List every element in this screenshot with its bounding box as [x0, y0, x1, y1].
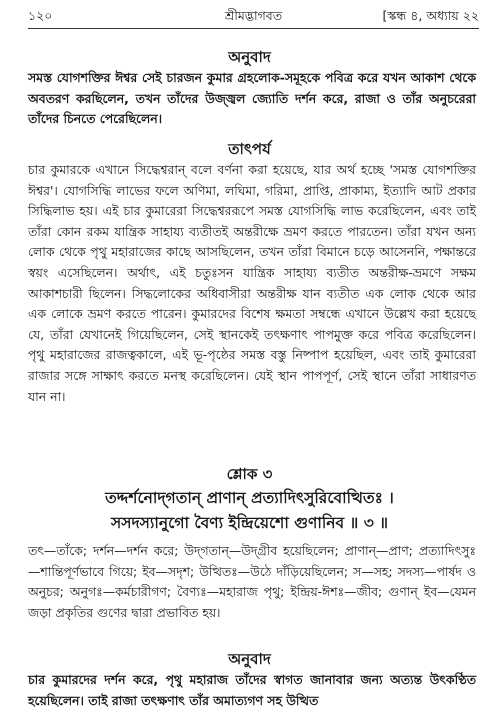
book-title: শ্রীমদ্ভাগবত	[224, 8, 283, 23]
header-divider	[28, 28, 479, 29]
page-number: ১২০	[28, 8, 53, 23]
verse-line-1: তদ্দর্শনোদ্‌গতান্‌ প্রাণান্‌ প্রত্যাদিৎসুরিবোত্থিতঃ ।	[105, 489, 394, 507]
purport-heading: তাৎপর্য	[228, 140, 271, 158]
translation-heading: অনুবাদ	[228, 48, 271, 66]
chapter-reference: [স্কন্ধ ৪, অধ্যায় ২২	[382, 8, 479, 23]
synonyms-text: তৎ—তাঁকে; দর্শন—দর্শন করে; উদ্‌গতান্‌—উদ্‌গ্রীব হয়েছিলেন; প্রাণান্‌—প্রাণ; প্রত্যাদিৎসুঃ—শান্তিপূর্ণভাবে গিয়ে; ইব—সদৃশ; উত্থিতঃ—উঠে দাঁড়িয়েছিলেন; স—সহ; সদস্য—পার্ষদ ও অনুচর; অনুগঃ—কর্মচারীগণ; বৈণ্যঃ—মহারাজ পৃথু; ইন্দ্রিয়-ঈশঃ—জীব; গুণান্‌ ইব—যেমন জড়া প্রকৃতির গুণের দ্বারা প্রভাবিত হয়।	[28, 543, 476, 620]
verse-line-2: সসদস্যানুগো বৈণ্য ইন্দ্রিয়েশো গুণানিব ॥ ৩ ॥	[111, 514, 388, 532]
translation2-text: চার কুমারদের দর্শন করে, পৃথু মহারাজ তাঁদের স্বাগত জানাবার জন্য অত্যন্ত উৎকণ্ঠিত হয়েছিলেন। তাই রাজা তৎক্ষণাৎ তাঁর অমাত্যগণ সহ উত্থিত	[28, 672, 476, 708]
translation2-heading: অনুবাদ	[228, 650, 271, 668]
verse-heading: শ্লোক ৩	[226, 465, 273, 483]
page-header	[28, 6, 479, 28]
purport-text: চার কুমারকে এখানে সিদ্ধেশ্বরান্‌ বলে বর্ণনা করা হয়েছে, যার অর্থ হচ্ছে 'সমস্ত যোগশক্তির ঈশ্বর'। যোগসিদ্ধি লাভের ফলে অণিমা, লঘিমা, গরিমা, প্রাপ্তি, প্রাকাম্য, ইত্যাদি আট প্রকার সিদ্ধিলাভ হয়। এই চার কুমারেরা সিদ্ধেশ্বররূপে সমস্ত যোগসিদ্ধি লাভ করেছিলেন, এবং তাই তাঁরা কোন রকম যান্ত্রিক সাহায্য ব্যতীতই অন্তরীক্ষে ভ্রমণ করতে পারতেন। তাঁরা যখন অন্য লোক থেকে পৃথু মহারাজের কাছে আসছিলেন, তখন তাঁরা বিমানে চড়ে আসেননি, পক্ষান্তরে স্বয়ং এসেছিলেন। অর্থাৎ, এই চতুঃসন যান্ত্রিক সাহায্য ব্যতীত অন্তরীক্ষ-ভ্রমণে সক্ষম আকাশচারী ছিলেন। সিদ্ধলোকের অধিবাসীরা অন্তরীক্ষ যান ব্যতীত এক লোক থেকে আর এক লোকে ভ্রমণ করতে পারেন। কুমারদের বিশেষ ক্ষমতা সম্বন্ধে এখানে উল্লেখ করা হয়েছে যে, তাঁরা যেখানেই গিয়েছিলেন, সেই স্থানকেই তৎক্ষণাৎ পাপমুক্ত করে পবিত্র করেছিলেন। পৃথু মহারাজের রাজত্বকালে, এই ভূ-পৃষ্ঠের সমস্ত বস্তু নিষ্পাপ হয়েছিল, এবং তাই কুমারেরা রাজার সঙ্গে সাক্ষাৎ করতে মনস্থ করেছিলেন। যেই স্থান পাপপূর্ণ, সেই স্থানে তাঁরা সাধারণত যান না।	[28, 162, 476, 404]
translation-text: সমস্ত যোগশক্তির ঈশ্বর সেই চারজন কুমার গ্রহলোক-সমূহকে পবিত্র করে যখন আকাশ থেকে অবতরণ করছিলেন, তখন তাঁদের উজ্জ্বল জ্যোতি দর্শন করে, রাজা ও তাঁর অনুচরেরা তাঁদের চিনতে পেরেছিলেন।	[28, 70, 476, 127]
